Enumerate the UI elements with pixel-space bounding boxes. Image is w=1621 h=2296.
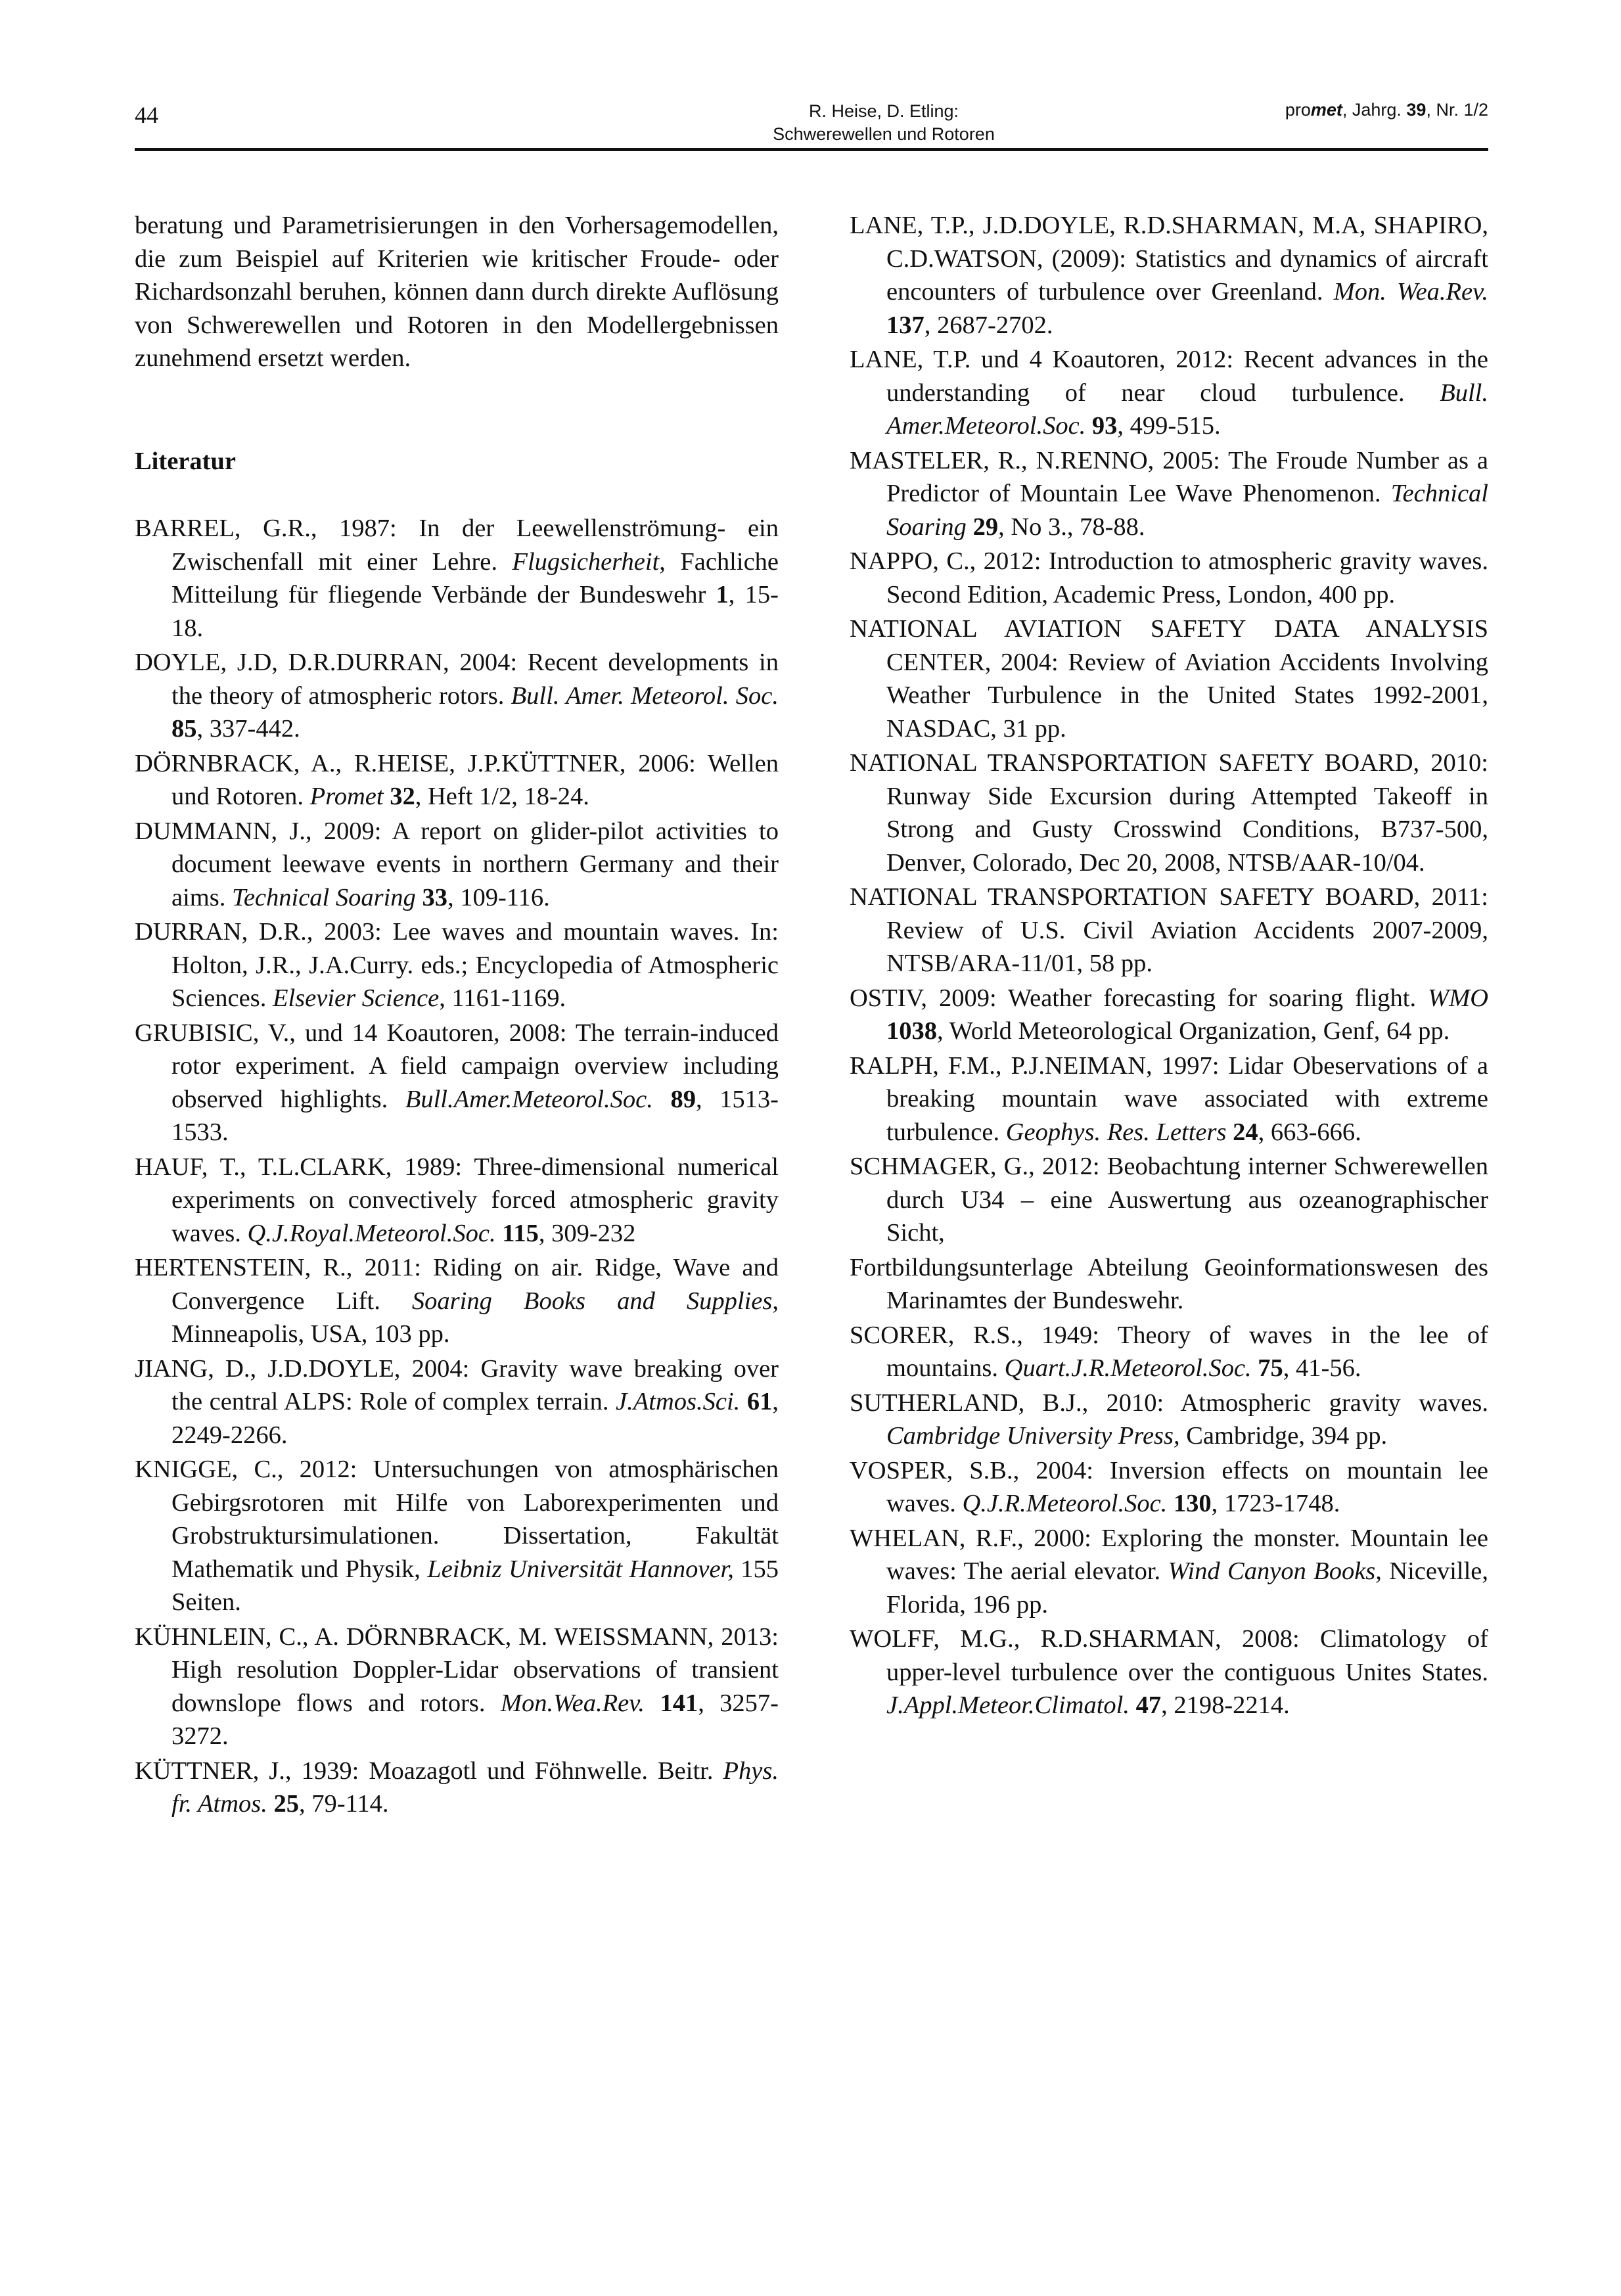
reference-text: HERTENSTEIN, R., 2011: Riding on air. Ridge, Wave and Convergence Lift. <box>135 1254 779 1315</box>
reference-entry <box>850 545 1488 611</box>
header-authors: R. Heise, D. Etling: <box>808 101 959 121</box>
reference-list-right <box>850 209 1488 1722</box>
reference-volume: 61 <box>746 1388 773 1415</box>
reference-text <box>645 1689 660 1717</box>
reference-entry <box>850 746 1488 879</box>
reference-journal: J.Atmos.Sci. <box>616 1388 741 1415</box>
reference-entry <box>850 1622 1488 1722</box>
reference-text: Cambridge, 394 pp. <box>1179 1422 1388 1450</box>
reference-text: MASTELER, R., N.RENNO, 2005: The Froude Number as a Predictor of Mountain Lee Wave Phenomenon. <box>850 446 1488 507</box>
reference-volume: 29 <box>972 513 999 541</box>
reference-volume: 75 <box>1258 1354 1283 1382</box>
right-column <box>850 209 1488 1724</box>
reference-volume: 141 <box>660 1689 698 1717</box>
reference-journal: J.Appl.Meteor.Climatol. <box>886 1691 1130 1719</box>
reference-text <box>967 513 973 541</box>
reference-entry <box>135 915 779 1015</box>
reference-volume: 137 <box>886 311 925 339</box>
intro-paragraph: beratung und Parametrisierungen in den Vorhersagemodellen, die zum Beispiel auf Kriterien wie kritischer Froude- oder Richardsonzahl beruhen, können dann durch direkte Auflösung von Schwerewellen und Rotoren in den Modellergebnissen zunehmend ersetzt werden. <box>135 212 779 372</box>
reference-entry <box>850 1454 1488 1521</box>
reference-entry <box>850 343 1488 443</box>
reference-text <box>1252 1354 1258 1382</box>
reference-text: , Fachliche Mitteilung für fliegende Verbände der Bundeswehr <box>171 547 779 608</box>
reference-pages: , 337-442. <box>196 715 300 743</box>
reference-volume: 1 <box>716 581 729 608</box>
reference-pages: , 499-515. <box>1117 412 1221 440</box>
reference-journal: Soaring Books and Supplies <box>411 1287 773 1315</box>
reference-text: VOSPER, S.B., 2004: Inversion effects on mountain lee waves. <box>850 1456 1488 1517</box>
reference-volume: 24 <box>1233 1118 1258 1146</box>
reference-entry <box>850 1522 1488 1622</box>
reference-pages: , 41-56. <box>1283 1354 1361 1382</box>
reference-entry <box>135 1151 779 1251</box>
reference-text: DURRAN, D.R., 2003: Lee waves and mountain waves. In: Holton, J.R., J.A.Curry. eds.; Encyclopedia of Atmospheric Sciences. <box>135 918 779 1012</box>
reference-text <box>740 1388 747 1415</box>
journal-volume: 39 <box>1406 100 1427 120</box>
reference-pages: , 109-116. <box>447 883 550 911</box>
reference-entry <box>135 1453 779 1619</box>
reference-text: SCHMAGER, G., 2012: Beobachtung interner Schwerewellen durch U34 – eine Auswertung aus ozeanographischer Sicht, <box>850 1153 1488 1247</box>
reference-text: KÜTTNER, J., 1939: Moazagotl und Föhnwelle. Beitr. <box>135 1756 723 1785</box>
left-column <box>135 209 779 1822</box>
reference-text: Fortbildungsunterlage Abteilung Geoinformationswesen des Marinamtes der Bundeswehr. <box>850 1253 1488 1314</box>
reference-entry <box>135 1755 779 1821</box>
reference-volume: 89 <box>670 1085 696 1113</box>
reference-text <box>653 1086 671 1113</box>
reference-pages: , 3257-3272. <box>171 1689 779 1750</box>
reference-text: WHELAN, R.F., 2000: Exploring the monster. Mountain lee waves: The aerial elevator. <box>850 1524 1488 1585</box>
reference-text: SCORER, R.S., 1949: Theory of waves in the lee of mountains. <box>850 1321 1488 1382</box>
reference-text: NATIONAL TRANSPORTATION SAFETY BOARD, 2010: Runway Side Excursion during Attempted Takeoff in Strong and Gusty Crosswind Conditions, B737-500, Denver, Colorado, Dec 20, 2008, NTSB/AAR-10/04. <box>850 749 1488 877</box>
reference-volume: 115 <box>502 1219 539 1247</box>
reference-entry <box>135 1620 779 1753</box>
reference-list-left <box>135 512 779 1821</box>
reference-text: LANE, T.P., J.D.DOYLE, R.D.SHARMAN, M.A, SHAPIRO, C.D.WATSON, (2009): Statistics and dynamics of aircraft encounters of turbulence over Greenland. <box>850 212 1488 306</box>
reference-pages: , Heft 1/2, 18-24. <box>415 783 589 810</box>
reference-journal: Q.J.Royal.Meteorol.Soc. <box>247 1219 496 1247</box>
reference-text: SUTHERLAND, B.J., 2010: Atmospheric gravity waves. <box>850 1389 1488 1417</box>
reference-text: GRUBISIC, V., und 14 Koautoren, 2008: The terrain-induced rotor experiment. A field campaign overview including observed highlights. <box>135 1019 779 1113</box>
reference-entry <box>135 512 779 645</box>
reference-journal: Q.J.R.Meteorol.Soc. <box>962 1490 1168 1517</box>
reference-journal: Flugsicherheit <box>512 547 660 576</box>
reference-text: , Minneapolis, USA, 103 pp. <box>171 1287 779 1348</box>
reference-entry <box>850 1319 1488 1385</box>
reference-text: BARREL, G.R., 1987: In der Leewellenströmung- ein Zwischenfall mit einer Lehre. <box>135 515 779 576</box>
reference-pages: , World Meteorological Organization, Genf, 64 pp. <box>937 1017 1450 1045</box>
reference-text: RALPH, F.M., P.J.NEIMAN, 1997: Lidar Obeservations of a breaking mountain wave associated with extreme turbulence. <box>850 1051 1488 1146</box>
reference-journal: Phys. fr. Atmos. <box>171 1756 779 1818</box>
reference-text: NAPPO, C., 2012: Introduction to atmospheric gravity waves. Second Edition, Academic Press, London, 400 pp. <box>850 547 1488 608</box>
reference-volume: 33 <box>422 883 447 911</box>
reference-text <box>1085 412 1092 440</box>
journal-issue: , Nr. 1/2 <box>1426 100 1488 120</box>
reference-text <box>384 783 390 810</box>
reference-journal: Bull. Amer. Meteorol. Soc. <box>511 681 779 710</box>
page-number: 44 <box>135 102 158 128</box>
reference-text <box>1130 1691 1136 1719</box>
header-article-info <box>713 100 1055 146</box>
reference-journal: Cambridge University Press, <box>886 1422 1180 1450</box>
reference-pages: , No 3., 78-88. <box>998 513 1145 541</box>
reference-entry <box>135 1352 779 1452</box>
reference-entry <box>135 1251 779 1351</box>
reference-entry <box>135 646 779 746</box>
reference-pages: , 2249-2266. <box>171 1388 779 1449</box>
reference-entry <box>135 1017 779 1149</box>
reference-text: NATIONAL AVIATION SAFETY DATA ANALYSIS CENTER, 2004: Review of Aviation Accidents Involving Weather Turbulence in the United States 1992-2001, NASDAC, 31 pp. <box>850 615 1488 743</box>
journal-name-emphasis: met <box>1310 100 1342 120</box>
reference-text: LANE, T.P. und 4 Koautoren, 2012: Recent advances in the understanding of near cloud turbulence. <box>850 346 1488 407</box>
header-rule <box>135 148 1488 151</box>
reference-journal: Leibniz Universität Hannover, <box>427 1555 734 1583</box>
reference-volume: 32 <box>390 783 415 810</box>
reference-entry <box>850 881 1488 980</box>
header-journal-info <box>1285 100 1488 120</box>
reference-journal: Technical Soaring <box>231 883 416 911</box>
reference-entry <box>850 612 1488 745</box>
reference-journal: Geophys. Res. Letters <box>1005 1118 1227 1146</box>
reference-journal: Bull. Amer.Meteorol.Soc. <box>886 379 1488 440</box>
literature-heading: Literatur <box>135 447 236 475</box>
reference-volume: 47 <box>1135 1691 1162 1719</box>
reference-journal: Promet <box>309 783 384 810</box>
reference-pages: , 1513-1533. <box>171 1085 779 1146</box>
reference-pages: , 79-114. <box>298 1790 389 1818</box>
reference-volume: 25 <box>273 1790 299 1818</box>
reference-pages: , 663-666. <box>1258 1118 1361 1146</box>
reference-text <box>416 884 422 911</box>
reference-entry <box>850 1049 1488 1149</box>
reference-text <box>1167 1490 1174 1517</box>
reference-text <box>496 1220 503 1247</box>
reference-journal: WMO <box>1428 984 1488 1012</box>
reference-volume: 85 <box>171 715 197 743</box>
reference-text <box>1226 1118 1233 1146</box>
reference-text: , 1161-1169. <box>439 984 566 1012</box>
reference-entry <box>135 815 779 915</box>
reference-entry <box>850 1251 1488 1318</box>
reference-entry <box>850 209 1488 342</box>
reference-pages: , 2687-2702. <box>924 311 1053 339</box>
reference-journal: Bull.Amer.Meteorol.Soc. <box>405 1085 653 1113</box>
reference-entry <box>850 1150 1488 1250</box>
reference-journal: Wind Canyon Books, <box>1168 1557 1382 1585</box>
reference-volume: 1038 <box>886 1017 937 1045</box>
running-header <box>135 92 1488 150</box>
reference-pages: , 2198-2214. <box>1161 1691 1290 1719</box>
reference-text: DOYLE, J.D, D.R.DURRAN, 2004: Recent developments in the theory of atmospheric rotors. <box>135 649 779 710</box>
reference-journal: Quart.J.R.Meteorol.Soc. <box>1004 1354 1252 1382</box>
reference-text: KÜHNLEIN, C., A. DÖRNBRACK, M. WEISSMANN, 2013: High resolution Doppler-Lidar observations of transient downslope flows and rotors. <box>135 1622 779 1717</box>
reference-volume: 93 <box>1091 412 1118 440</box>
header-article-title: Schwerewellen und Rotoren <box>773 124 995 144</box>
journal-jahrg-label: , Jahrg. <box>1342 100 1407 120</box>
reference-text: WOLFF, M.G., R.D.SHARMAN, 2008: Climatology of upper-level turbulence over the contiguous Unites States. <box>850 1625 1488 1686</box>
reference-text: DUMMANN, J., 2009: A report on glider-pilot activities to document leewave events in northern Germany and their aims. <box>135 817 779 911</box>
reference-journal: Mon.Wea.Rev. <box>500 1689 645 1717</box>
reference-entry <box>135 747 779 814</box>
reference-text: JIANG, D., J.D.DOYLE, 2004: Gravity wave breaking over the central ALPS: Role of complex terrain. <box>135 1354 779 1415</box>
reference-journal: Technical Soaring <box>886 480 1488 541</box>
reference-volume: 130 <box>1173 1490 1212 1517</box>
reference-text: DÖRNBRACK, A., R.HEISE, J.P.KÜTTNER, 2006: Wellen und Rotoren. <box>135 749 779 810</box>
journal-name-prefix: pro <box>1285 100 1311 120</box>
reference-entry <box>850 1387 1488 1453</box>
reference-text: KNIGGE, C., 2012: Untersuchungen von atmosphärischen Gebirgsrotoren mit Hilfe von Laborexperimenten und Grobstruktursimulationen. Dissertation, Fakultät Mathematik und Physik, <box>135 1456 779 1583</box>
reference-pages: , 1723-1748. <box>1211 1490 1340 1517</box>
reference-pages: , 309-232 <box>538 1219 636 1247</box>
reference-entry <box>850 982 1488 1048</box>
reference-journal: Mon. Wea.Rev. <box>1333 278 1488 306</box>
reference-journal: Elsevier Science <box>272 984 440 1012</box>
reference-text: NATIONAL TRANSPORTATION SAFETY BOARD, 2011: Review of U.S. Civil Aviation Accidents 2007-2009, NTSB/ARA-11/01, 58 pp. <box>850 883 1488 977</box>
reference-pages: , 15-18. <box>171 581 779 642</box>
reference-text: 155 Seiten. <box>171 1555 779 1616</box>
reference-text: HAUF, T., T.L.CLARK, 1989: Three-dimensional numerical experiments on convectively forced atmospheric gravity waves. <box>135 1153 779 1247</box>
reference-text: Niceville, Florida, 196 pp. <box>886 1557 1489 1619</box>
reference-entry <box>850 444 1488 544</box>
reference-text: OSTIV, 2009: Weather forecasting for soaring flight. <box>850 984 1428 1012</box>
